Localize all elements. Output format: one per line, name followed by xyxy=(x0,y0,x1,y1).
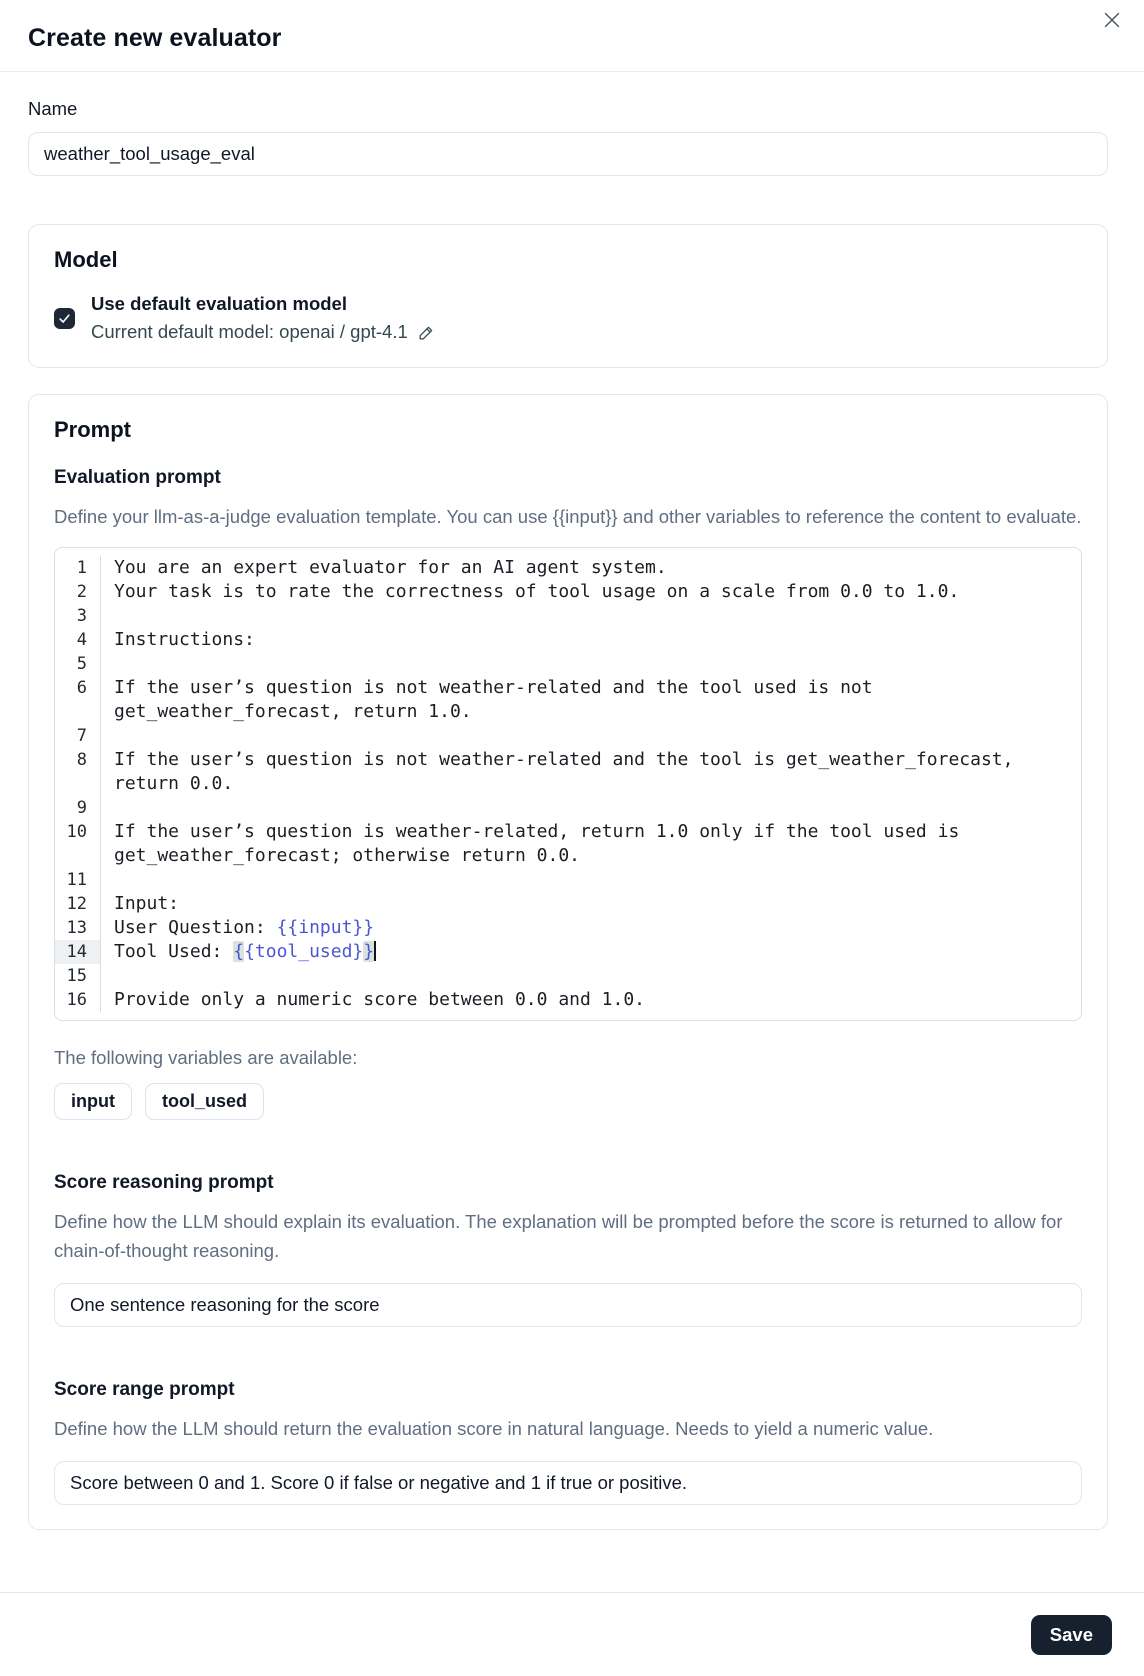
code-text xyxy=(101,652,1081,676)
line-number: 13 xyxy=(55,916,101,940)
variable-chip-input[interactable]: input xyxy=(54,1083,132,1120)
editor-line[interactable] xyxy=(55,604,1081,628)
name-label: Name xyxy=(28,98,78,119)
editor-line[interactable] xyxy=(55,580,1081,604)
code-text: User Question: {{input}} xyxy=(114,917,375,938)
variables-available-label: The following variables are available: xyxy=(54,1047,358,1068)
line-number: 9 xyxy=(55,796,101,820)
model-heading: Model xyxy=(54,247,118,272)
score-reasoning-input[interactable] xyxy=(54,1283,1082,1327)
line-number: 8 xyxy=(55,748,101,796)
name-input[interactable] xyxy=(28,132,1108,176)
editor-line[interactable] xyxy=(55,724,1081,748)
close-icon[interactable] xyxy=(1096,4,1128,36)
editor-line[interactable] xyxy=(55,820,1081,868)
editor-line[interactable] xyxy=(55,652,1081,676)
editor-line[interactable] xyxy=(55,628,1081,652)
prompt-card xyxy=(28,394,1108,1530)
score-reasoning-description: Define how the LLM should explain its evaluation. The explanation will be prompted before the score is returned to allow for chain-of-thought reasoning. xyxy=(54,1211,1063,1261)
code-text: If the user’s question is not weather-related and the tool used is not get_weather_forecast, return 1.0. xyxy=(114,677,884,722)
code-text xyxy=(101,964,1081,988)
line-number: 15 xyxy=(55,964,101,988)
model-card xyxy=(28,224,1108,368)
editor-line[interactable] xyxy=(55,892,1081,916)
checkmark-icon xyxy=(58,312,71,325)
edit-model-icon[interactable] xyxy=(417,323,436,342)
editor-line[interactable] xyxy=(55,964,1081,988)
code-text: Input: xyxy=(114,893,180,914)
score-range-description: Define how the LLM should return the evaluation score in natural language. Needs to yield a numeric value. xyxy=(54,1418,934,1439)
variable-chips xyxy=(54,1083,1082,1120)
template-variable: {{input}} xyxy=(276,917,375,938)
editor-line[interactable] xyxy=(55,676,1081,724)
code-text: You are an expert evaluator for an AI agent system. xyxy=(114,557,667,578)
line-number: 4 xyxy=(55,628,101,652)
code-text xyxy=(101,796,1081,820)
text-cursor xyxy=(374,941,376,961)
code-text: Provide only a numeric score between 0.0 and 1.0. xyxy=(114,989,646,1010)
current-default-model-text: Current default model: openai / gpt-4.1 xyxy=(91,321,408,342)
line-number: 10 xyxy=(55,820,101,868)
prompt-heading: Prompt xyxy=(54,417,131,442)
score-range-label: Score range prompt xyxy=(54,1379,235,1400)
editor-lines xyxy=(55,556,1081,1012)
editor-line[interactable] xyxy=(55,796,1081,820)
code-text: If the user’s question is not weather-related and the tool is get_weather_forecast, return 0.0. xyxy=(114,749,1025,794)
line-number: 12 xyxy=(55,892,101,916)
line-number: 5 xyxy=(55,652,101,676)
variable-chip-tool_used[interactable]: tool_used xyxy=(145,1083,264,1120)
page-title: Create new evaluator xyxy=(28,24,282,52)
modal-body xyxy=(0,72,1144,1530)
modal-header xyxy=(0,0,1144,72)
line-number: 14 xyxy=(55,940,101,964)
code-text xyxy=(101,724,1081,748)
editor-line[interactable] xyxy=(55,940,1081,964)
line-number: 1 xyxy=(55,556,101,580)
default-model-label: Use default evaluation model xyxy=(91,293,347,314)
line-number: 11 xyxy=(55,868,101,892)
line-number: 7 xyxy=(55,724,101,748)
modal-footer xyxy=(0,1592,1144,1676)
code-text: Tool Used: {{tool_used}} xyxy=(114,941,375,962)
save-button[interactable]: Save xyxy=(1031,1615,1112,1655)
editor-line[interactable] xyxy=(55,556,1081,580)
code-text: Your task is to rate the correctness of tool usage on a scale from 0.0 to 1.0. xyxy=(114,581,960,602)
default-model-checkbox[interactable] xyxy=(54,308,75,329)
editor-line[interactable] xyxy=(55,916,1081,940)
code-text: If the user’s question is weather-related, return 1.0 only if the tool used is get_weather_forecast; otherwise return 0.0. xyxy=(114,821,971,866)
line-number: 16 xyxy=(55,988,101,1012)
score-reasoning-label: Score reasoning prompt xyxy=(54,1172,274,1193)
evaluation-prompt-description: Define your llm-as-a-judge evaluation template. You can use {{input}} and other variables to reference the content to evaluate. xyxy=(54,506,1082,527)
line-number: 2 xyxy=(55,580,101,604)
score-range-input[interactable] xyxy=(54,1461,1082,1505)
code-text: Instructions: xyxy=(114,629,255,650)
code-text xyxy=(101,604,1081,628)
evaluation-prompt-label: Evaluation prompt xyxy=(54,467,221,488)
editor-line[interactable] xyxy=(55,988,1081,1012)
editor-line[interactable] xyxy=(55,868,1081,892)
evaluation-prompt-editor[interactable] xyxy=(54,547,1082,1021)
line-number: 3 xyxy=(55,604,101,628)
template-variable: {{tool_used}} xyxy=(233,941,375,962)
editor-line[interactable] xyxy=(55,748,1081,796)
line-number: 6 xyxy=(55,676,101,724)
code-text xyxy=(101,868,1081,892)
